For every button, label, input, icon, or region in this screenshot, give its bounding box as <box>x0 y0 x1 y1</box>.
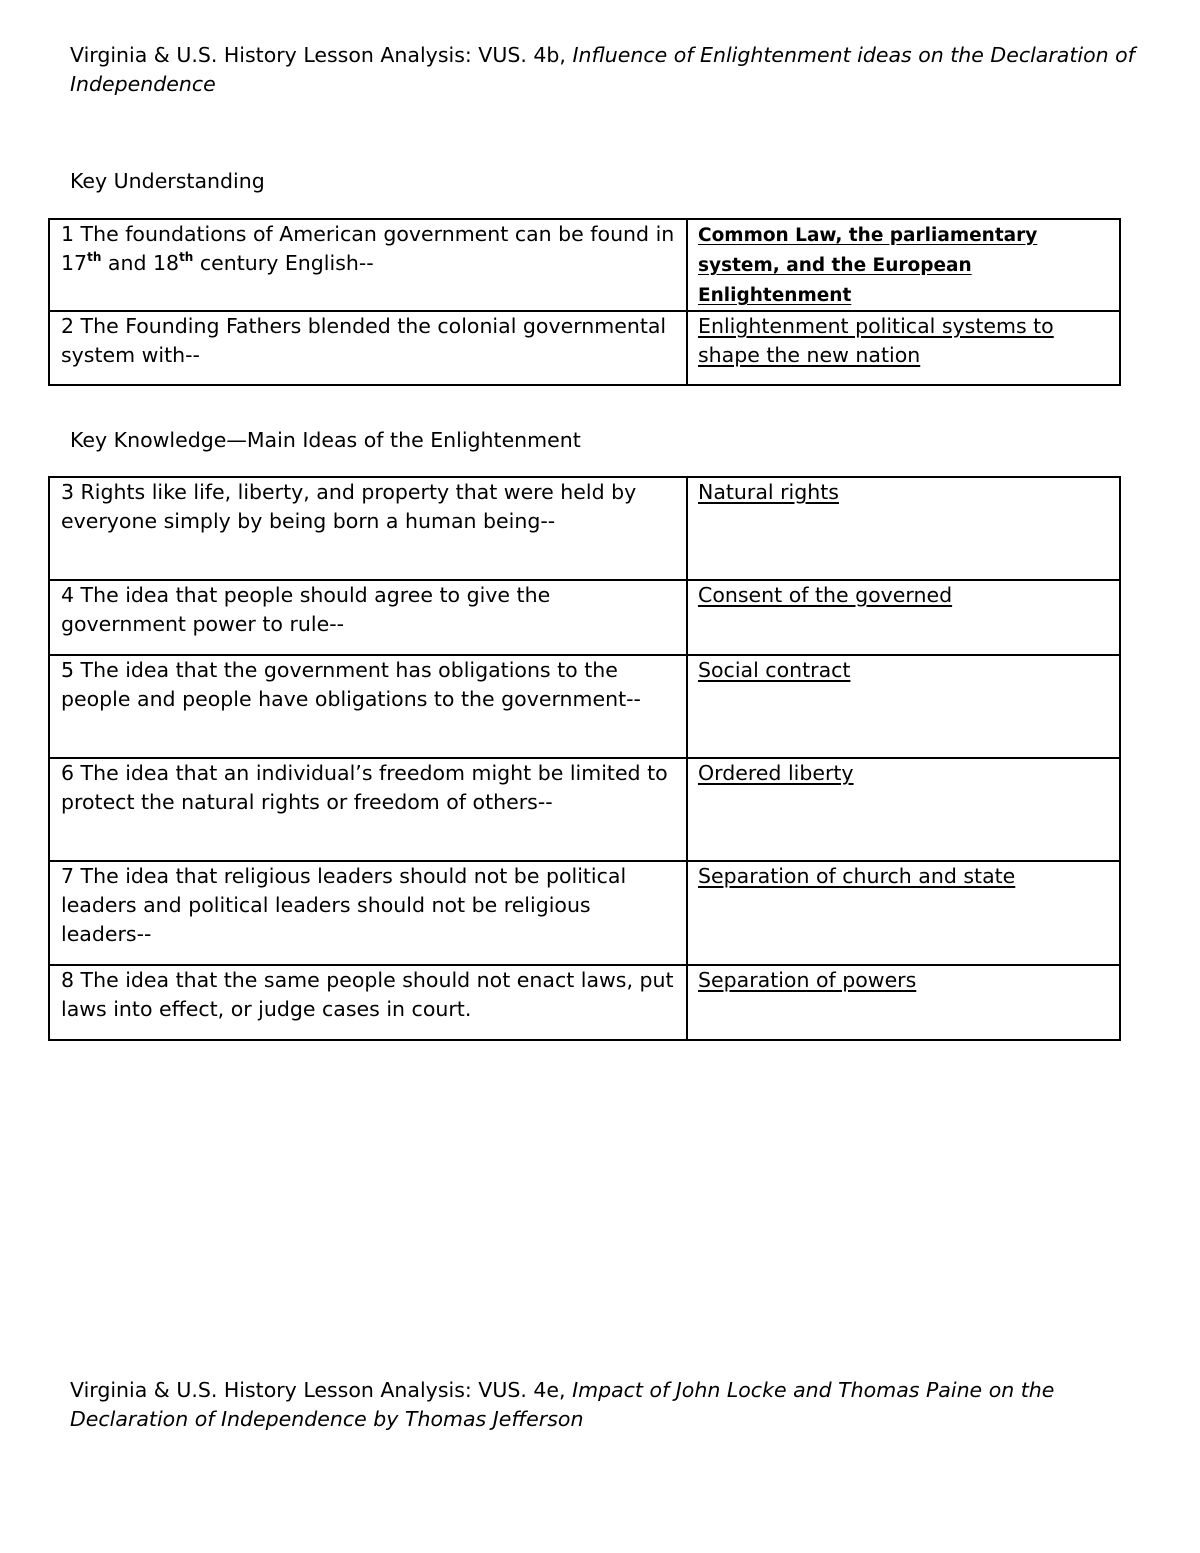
answer-cell <box>687 758 1120 861</box>
answer-text: Consent of the governed <box>698 583 953 607</box>
heading-text: Virginia & U.S. History Lesson Analysis: VUS. 4e, <box>70 1378 573 1402</box>
answer-text: Separation of powers <box>698 968 917 992</box>
lesson-heading-vus-4e <box>70 1376 1150 1434</box>
answer-cell <box>687 965 1120 1040</box>
answer-cell <box>687 580 1120 655</box>
answer-text: Social contract <box>698 658 851 682</box>
answer-cell <box>687 655 1120 758</box>
lesson-heading-vus-4b <box>70 41 1150 99</box>
prompt-cell: 6 The idea that an individual’s freedom might be limited to protect the natural rights or freedom of others-- <box>49 758 687 861</box>
table-row <box>49 965 1120 1040</box>
heading-topic: Impact of John Locke and Thomas Paine on the Declaration of Independence by Thomas Jefferson <box>70 1378 1055 1431</box>
prompt-text: century English-- <box>193 251 374 275</box>
superscript: th <box>87 250 102 264</box>
key-knowledge-table <box>48 476 1121 1041</box>
answer-cell <box>687 311 1120 385</box>
key-knowledge-label: Key Knowledge—Main Ideas of the Enlightenment <box>70 428 581 452</box>
answer-cell <box>687 477 1120 580</box>
answer-cell <box>687 861 1120 965</box>
table-row <box>49 477 1120 580</box>
table-row <box>49 311 1120 385</box>
key-understanding-table <box>48 218 1121 386</box>
answer-text: Enlightenment political systems to shape the new nation <box>698 314 1054 367</box>
prompt-cell: 5 The idea that the government has obligations to the people and people have obligations to the government-- <box>49 655 687 758</box>
key-understanding-label: Key Understanding <box>70 169 265 193</box>
prompt-cell: 3 Rights like life, liberty, and property that were held by everyone simply by being born a human being-- <box>49 477 687 580</box>
table-row <box>49 655 1120 758</box>
prompt-cell: 7 The idea that religious leaders should not be political leaders and political leaders should not be religious leaders-- <box>49 861 687 965</box>
table-row <box>49 758 1120 861</box>
prompt-text: and 18 <box>101 251 180 275</box>
table-row <box>49 219 1120 311</box>
table-row <box>49 861 1120 965</box>
heading-topic: Influence of Enlightenment ideas on the Declaration of Independence <box>70 43 1135 96</box>
answer-text: Common Law, the parliamentary system, and the European Enlightenment <box>698 225 1038 306</box>
prompt-cell: 4 The idea that people should agree to give the government power to rule-- <box>49 580 687 655</box>
prompt-text: 1 The foundations of American government can be found in 17 <box>61 222 675 275</box>
heading-text: Virginia & U.S. History Lesson Analysis: VUS. 4b, <box>70 43 573 67</box>
prompt-cell: 8 The idea that the same people should not enact laws, put laws into effect, or judge cases in court. <box>49 965 687 1040</box>
table-row <box>49 580 1120 655</box>
answer-text: Ordered liberty <box>698 761 854 785</box>
answer-text: Separation of church and state <box>698 864 1016 888</box>
answer-text: Natural rights <box>698 480 839 504</box>
answer-cell <box>687 219 1120 311</box>
prompt-cell <box>49 219 687 311</box>
superscript: th <box>179 250 194 264</box>
prompt-cell: 2 The Founding Fathers blended the colonial governmental system with-- <box>49 311 687 385</box>
